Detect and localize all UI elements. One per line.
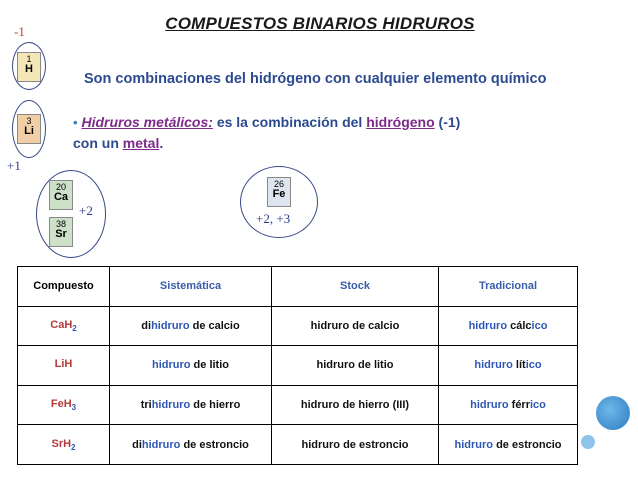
hydrogen-tile: [17, 52, 41, 82]
bullet-text-3: con un: [73, 135, 123, 151]
decorative-circle-small: [581, 435, 595, 449]
tradicional-cell: hidruro cálcico: [439, 306, 578, 346]
hydrogen-number: 1: [26, 54, 32, 64]
lithium-number: 3: [26, 116, 32, 126]
stock-cell: hidruro de estroncio: [272, 425, 439, 465]
sistematica-cell: trihidruro de hierro: [110, 385, 272, 425]
stock-cell: hidruro de litio: [272, 346, 439, 386]
decorative-circle-large: [596, 396, 630, 430]
hydrogen-link: hidrógeno: [366, 114, 435, 130]
bullet-metal-hydrides: [73, 112, 573, 153]
header-stock: Stock: [272, 267, 439, 307]
sistematica-cell: dihidruro de estroncio: [110, 425, 272, 465]
sistematica-cell: hidruro de litio: [110, 346, 272, 386]
tradicional-cell: hidruro lítico: [439, 346, 578, 386]
ca-sr-charge-label: +2: [79, 203, 93, 218]
calcium-tile: [49, 180, 73, 210]
strontium-symbol: Sr: [55, 228, 67, 240]
metal-link: metal: [122, 135, 160, 151]
sistematica-cell: dihidruro de calcio: [110, 306, 272, 346]
bullet-end: .: [159, 135, 164, 151]
bullet-text-2: (-1): [434, 114, 461, 130]
hydrogen-symbol: H: [25, 63, 33, 75]
stock-cell: hidruro de hierro (III): [272, 385, 439, 425]
table-header-row: [18, 267, 578, 307]
formula-cell: CaH$_2$: [18, 306, 110, 346]
header-tradicional: Tradicional: [439, 267, 578, 307]
iron-charge-label: +2, +3: [256, 211, 291, 226]
metal-hydrides-term: Hidruros metálicos:: [81, 114, 213, 130]
hydrogen-charge-label: -1: [14, 24, 25, 39]
iron-number: 26: [273, 179, 284, 189]
table-row: [18, 425, 578, 465]
formula-cell: FeH$_3$: [18, 385, 110, 425]
lithium-charge-label: +1: [7, 158, 21, 173]
page-title: COMPUESTOS BINARIOS HIDRUROS: [165, 14, 475, 33]
calcium-symbol: Ca: [53, 191, 69, 203]
formula-cell: LiH: [18, 346, 110, 386]
lithium-symbol: Li: [24, 125, 34, 137]
strontium-tile: [49, 217, 73, 247]
bullet-dot: •: [73, 115, 78, 130]
tradicional-cell: hidruro férrico: [439, 385, 578, 425]
intro-text: Son combinaciones del hidrógeno con cualquier elemento químico: [84, 71, 547, 87]
header-compuesto: Compuesto: [18, 267, 110, 307]
strontium-number: 38: [55, 219, 66, 229]
table-row: [18, 346, 578, 386]
lithium-tile: [17, 114, 41, 144]
iron-tile: [267, 177, 291, 207]
header-sistematica: Sistemática: [110, 267, 272, 307]
calcium-number: 20: [55, 182, 66, 192]
bullet-text-1: es la combinación del: [212, 114, 367, 130]
formula-cell: SrH$_2$: [18, 425, 110, 465]
tradicional-cell: hidruro de estroncio: [439, 425, 578, 465]
iron-symbol: Fe: [272, 188, 286, 200]
table-row: [18, 306, 578, 346]
hydrides-table: [17, 266, 578, 465]
stock-cell: hidruro de calcio: [272, 306, 439, 346]
table-row: [18, 385, 578, 425]
